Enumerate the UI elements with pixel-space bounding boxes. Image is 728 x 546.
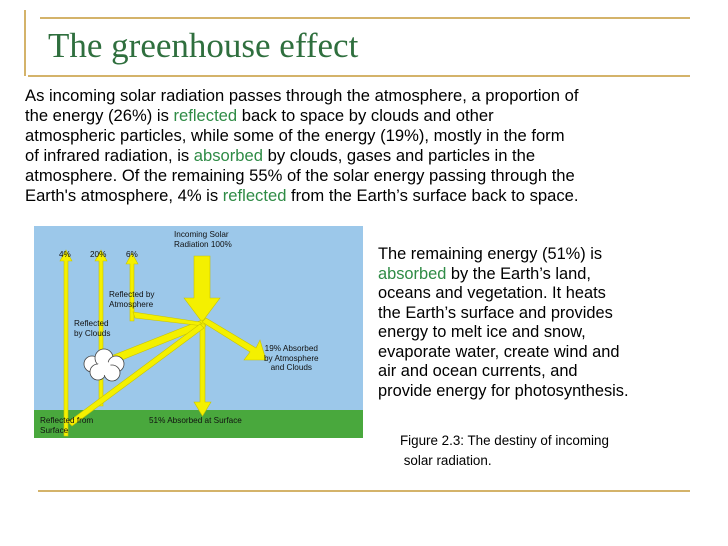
solar-radiation-diagram xyxy=(34,226,363,438)
label-19-absorbed: 19% Absorbed by Atmosphere and Clouds xyxy=(264,344,319,372)
intro-line: the energy (26%) is reflected back to space by clouds and other xyxy=(25,106,494,125)
label-20-percent: 20% xyxy=(90,250,107,259)
para2-line: The remaining energy (51%) is xyxy=(378,245,603,263)
para2-line: energy to melt ice and snow, xyxy=(378,323,586,341)
para2-line: provide energy for photosynthesis. xyxy=(378,381,629,400)
para2-line: evaporate water, create wind and xyxy=(378,342,620,361)
absorbed-atmosphere-arrow xyxy=(202,318,266,360)
label-6-percent: 6% xyxy=(126,250,138,259)
highlight-reflected: reflected xyxy=(173,106,238,125)
figure-caption: Figure 2.3: The destiny of incoming solar radiation. xyxy=(400,433,609,468)
surface-reflection-arrow xyxy=(60,250,72,436)
intro-line: atmosphere. Of the remaining 55% of the solar energy passing through the xyxy=(25,166,575,185)
incoming-radiation-arrow xyxy=(184,256,220,322)
highlight-absorbed: absorbed xyxy=(193,146,263,165)
label-incoming-solar: Incoming Solar Radiation 100% xyxy=(174,230,232,249)
intro-line: of infrared radiation, is absorbed by clouds, gases and particles in the xyxy=(25,146,536,165)
para2-line: absorbed by the Earth’s land, xyxy=(378,264,591,283)
label-reflected-clouds: Reflected by Clouds xyxy=(74,319,111,338)
remaining-energy-paragraph xyxy=(378,245,708,401)
diagonal-atm-arrow xyxy=(133,312,204,326)
label-reflected-atmosphere: Reflected by Atmosphere xyxy=(109,290,155,309)
bottom-rule xyxy=(38,490,690,492)
slide-title: The greenhouse effect xyxy=(48,26,359,65)
surface-absorbed-arrow xyxy=(194,324,211,416)
para2-line: the Earth’s surface and provides xyxy=(378,303,613,322)
intro-paragraph xyxy=(25,86,715,206)
label-51-absorbed: 51% Absorbed at Surface xyxy=(149,416,242,425)
para2-line: air and ocean currents, and xyxy=(378,362,578,380)
label-4-percent: 4% xyxy=(59,250,71,259)
top-rule xyxy=(40,17,690,19)
para2-line: oceans and vegetation. It heats xyxy=(378,284,606,302)
surface-path-arrow xyxy=(68,324,204,426)
highlight-absorbed: absorbed xyxy=(378,264,447,283)
intro-line: Earth's atmosphere, 4% is reflected from the Earth’s surface back to space. xyxy=(25,186,579,205)
title-underline xyxy=(28,75,690,77)
label-reflected-surface: Reflected from Surface xyxy=(40,416,94,435)
highlight-reflected: reflected xyxy=(222,186,287,205)
intro-line: As incoming solar radiation passes through the atmosphere, a proportion of xyxy=(25,86,579,105)
left-vertical-rule xyxy=(24,10,26,76)
intro-line: atmospheric particles, while some of the energy (19%), mostly in the form xyxy=(25,126,565,145)
atmosphere-reflection-arrow xyxy=(126,253,138,321)
